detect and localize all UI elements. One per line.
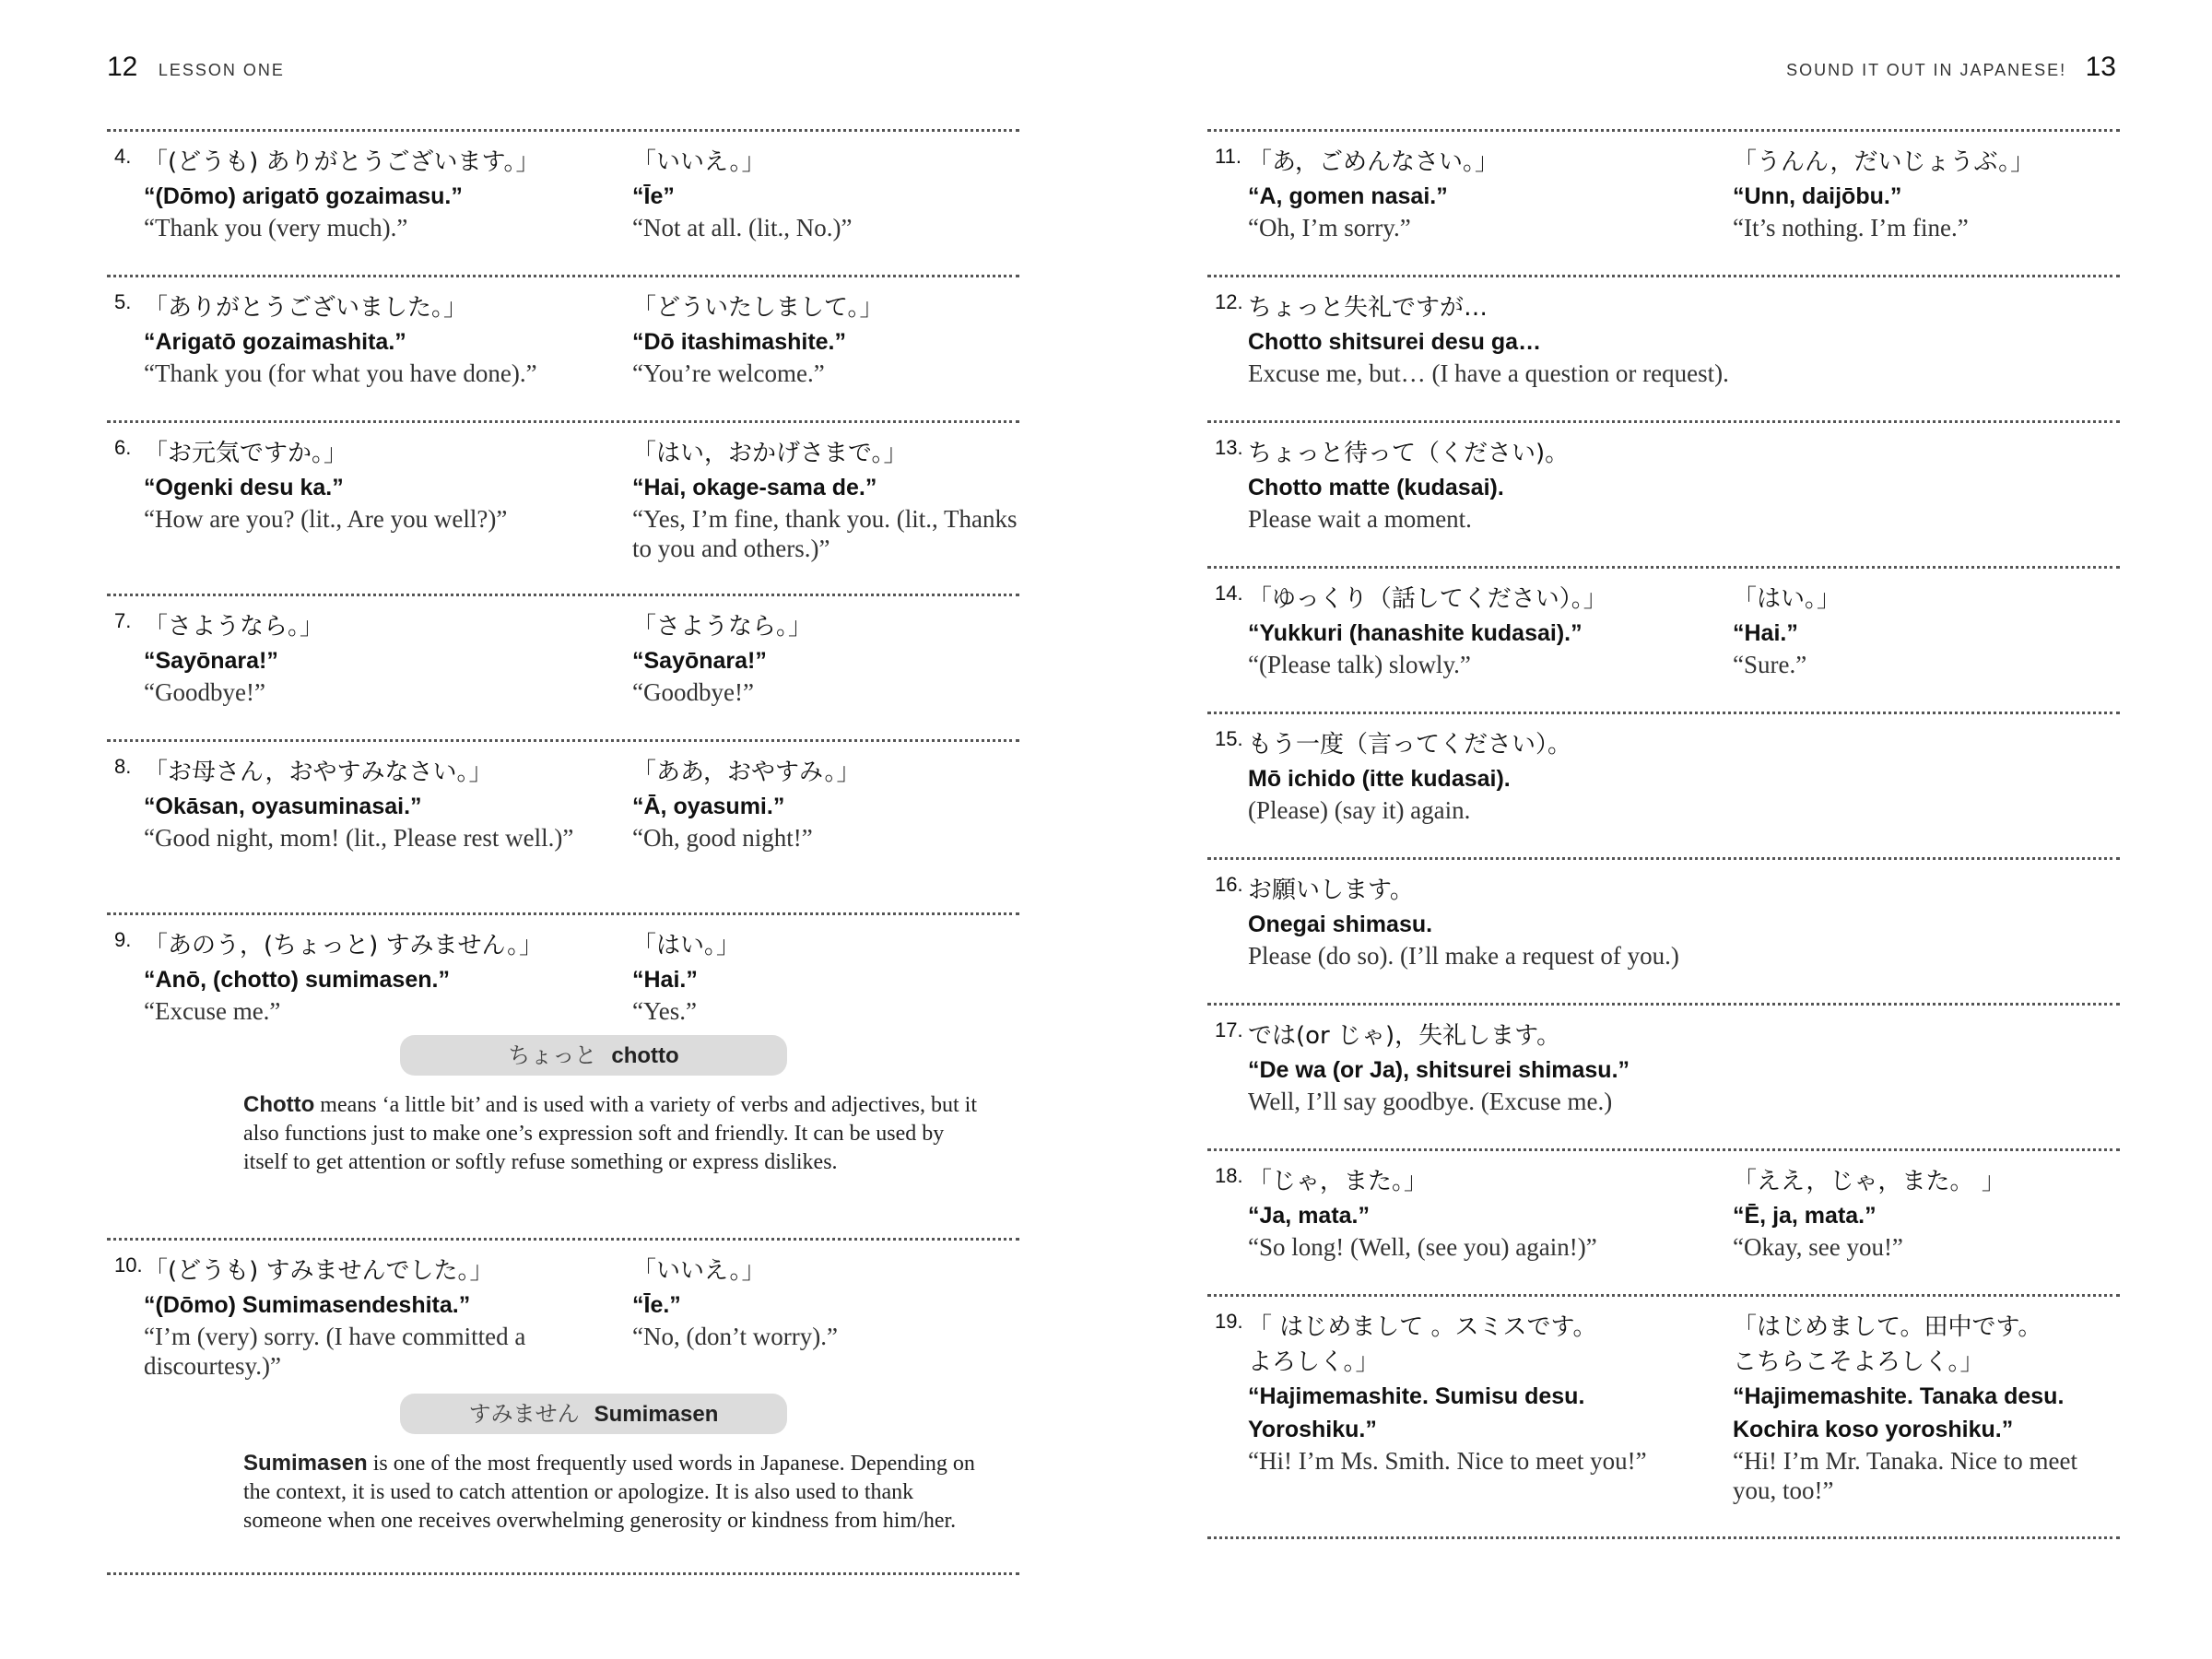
english-text: “Thank you (for what you have done).” bbox=[144, 359, 537, 387]
note-title-japanese: ちょっと bbox=[508, 1042, 597, 1068]
english-text: “Thank you (very much).” bbox=[144, 214, 408, 241]
entry-number: 10. bbox=[114, 1253, 143, 1277]
english-text: “Yes.” bbox=[632, 997, 698, 1025]
speaker-b bbox=[1733, 1310, 2120, 1505]
speaker-a bbox=[1248, 1164, 1681, 1262]
romaji-text: “Sayōnara!” bbox=[632, 648, 767, 674]
romaji-text: “Īe” bbox=[632, 183, 675, 209]
japanese-text: ちょっと失礼ですが… bbox=[1248, 294, 1488, 322]
romaji-text: Chotto shitsurei desu ga… bbox=[1248, 329, 1542, 355]
japanese-text: 「じゃ，また。」 bbox=[1248, 1168, 1429, 1195]
divider bbox=[107, 1572, 1019, 1575]
english-text: “So long! (Well, (see you) again!)” bbox=[1248, 1233, 1597, 1261]
phrase-entry-10 bbox=[107, 1241, 1019, 1572]
japanese-text: 「あのう，(ちょっと) すみません。」 bbox=[144, 932, 544, 959]
sumimasen-note-body bbox=[243, 1449, 981, 1535]
note-lead-word: Sumimasen bbox=[243, 1451, 368, 1476]
romaji-text: “A, gomen nasai.” bbox=[1248, 183, 1448, 209]
note-title-romaji: chotto bbox=[611, 1043, 679, 1068]
right-page bbox=[1207, 129, 2120, 1539]
romaji-text: “Hai.” bbox=[632, 967, 698, 993]
japanese-text: では(or じゃ)，失礼します。 bbox=[1248, 1022, 1561, 1050]
left-page-number: 12 bbox=[107, 52, 138, 82]
english-text: “It’s nothing. I’m fine.” bbox=[1733, 214, 1969, 241]
romaji-text: “Dō itashimashite.” bbox=[632, 329, 846, 355]
phrase-entry-19 bbox=[1207, 1297, 2120, 1536]
note-lead-word: Chotto bbox=[243, 1092, 315, 1117]
speaker-b bbox=[632, 436, 1019, 563]
romaji-text: “Sayōnara!” bbox=[144, 648, 278, 674]
romaji-text-line-2: Yoroshiku.” bbox=[1248, 1417, 1377, 1442]
note-title-romaji: Sumimasen bbox=[594, 1402, 719, 1427]
speaker-b bbox=[632, 928, 1019, 1026]
right-page-number: 13 bbox=[2085, 52, 2116, 82]
romaji-text: “De wa (or Ja), shitsurei shimasu.” bbox=[1248, 1057, 1630, 1083]
phrase-entry-9 bbox=[107, 915, 1019, 1238]
left-page bbox=[107, 129, 1019, 1575]
japanese-text: もう一度（言ってください）。 bbox=[1248, 731, 1572, 759]
entry-number: 18. bbox=[1215, 1164, 1243, 1187]
romaji-text: “Arigatō gozaimashita.” bbox=[144, 329, 406, 355]
sumimasen-note-title bbox=[400, 1394, 787, 1434]
phrase bbox=[1248, 873, 2077, 971]
phrase-entry-16 bbox=[1207, 860, 2120, 1003]
romaji-text: Chotto matte (kudasai). bbox=[1248, 475, 1504, 500]
english-text: Please (do so). (I’ll make a request of you.) bbox=[1248, 942, 1679, 970]
japanese-text: 「お母さん，おやすみなさい。」 bbox=[144, 759, 493, 786]
english-text: Well, I’ll say goodbye. (Excuse me.) bbox=[1248, 1088, 1613, 1115]
japanese-text: 「(どうも) ありがとうございます。」 bbox=[144, 148, 540, 176]
entry-number: 4. bbox=[114, 145, 132, 168]
note-title-japanese: すみません bbox=[468, 1401, 580, 1427]
phrase-entry-15 bbox=[1207, 714, 2120, 857]
speaker-b bbox=[632, 145, 1019, 242]
entry-number: 13. bbox=[1215, 436, 1243, 459]
speaker-b bbox=[632, 1253, 1019, 1351]
japanese-text: 「ええ，じゃ，また。 」 bbox=[1733, 1168, 2006, 1195]
japanese-text-line-2: こちらこそよろしく。」 bbox=[1733, 1348, 1984, 1376]
english-text: “Oh, good night!” bbox=[632, 824, 813, 852]
speaker-a bbox=[144, 928, 623, 1026]
english-text: “Sure.” bbox=[1733, 651, 1807, 678]
japanese-text: 「お元気ですか。」 bbox=[144, 440, 348, 467]
entry-number: 14. bbox=[1215, 582, 1243, 605]
english-text: “Okay, see you!” bbox=[1733, 1233, 1903, 1261]
speaker-a bbox=[1248, 582, 1681, 679]
speaker-a bbox=[144, 609, 623, 707]
japanese-text: 「ゆっくり（話してください）。」 bbox=[1248, 585, 1607, 613]
japanese-text: 「あ，ごめんなさい。」 bbox=[1248, 148, 1499, 176]
english-text: Please wait a moment. bbox=[1248, 505, 1472, 533]
speaker-a bbox=[144, 436, 623, 534]
phrase-entry-17 bbox=[1207, 1006, 2120, 1148]
speaker-b bbox=[1733, 582, 2120, 679]
entry-number: 12. bbox=[1215, 290, 1243, 313]
romaji-text: Onegai shimasu. bbox=[1248, 912, 1433, 937]
romaji-text: “Okāsan, oyasuminasai.” bbox=[144, 794, 422, 819]
japanese-text: 「はい，おかげさまで。」 bbox=[632, 440, 908, 467]
english-text: “Not at all. (lit., No.)” bbox=[632, 214, 853, 241]
phrase-entry-18 bbox=[1207, 1151, 2120, 1294]
japanese-text: 「うんん，だいじょうぶ。」 bbox=[1733, 148, 2035, 176]
phrase bbox=[1248, 727, 2077, 825]
japanese-text: 「 はじめまして 。スミスです。 bbox=[1248, 1313, 1597, 1341]
english-text: (Please) (say it) again. bbox=[1248, 796, 1471, 824]
entry-number: 7. bbox=[114, 609, 132, 632]
entry-number: 17. bbox=[1215, 1018, 1243, 1041]
japanese-text: 「ありがとうございました。」 bbox=[144, 294, 468, 322]
japanese-text: 「いいえ。」 bbox=[632, 1257, 766, 1285]
entry-number: 11. bbox=[1215, 145, 1241, 168]
left-page-title: LESSON ONE bbox=[158, 61, 285, 79]
speaker-b bbox=[1733, 1164, 2120, 1262]
speaker-b bbox=[1733, 145, 2120, 242]
phrase-entry-6 bbox=[107, 423, 1019, 594]
romaji-text: “Unn, daijōbu.” bbox=[1733, 183, 1902, 209]
entry-number: 5. bbox=[114, 290, 132, 313]
english-text: “Goodbye!” bbox=[144, 678, 265, 706]
speaker-a bbox=[1248, 1310, 1681, 1476]
entry-number: 9. bbox=[114, 928, 132, 951]
romaji-text: “Ogenki desu ka.” bbox=[144, 475, 344, 500]
japanese-text: 「ああ，おやすみ。」 bbox=[632, 759, 861, 786]
phrase-entry-7 bbox=[107, 596, 1019, 739]
phrase-entry-12 bbox=[1207, 277, 2120, 420]
note-text: means ‘a little bit’ and is used with a variety of verbs and adjectives, but it also functions just to make one’s expression soft and friendly. It can be used by itself to get attention or softly refuse something or express dislikes. bbox=[243, 1093, 977, 1174]
phrase-entry-14 bbox=[1207, 569, 2120, 712]
japanese-text: 「さようなら。」 bbox=[632, 613, 813, 641]
english-text: “(Please talk) slowly.” bbox=[1248, 651, 1471, 678]
speaker-a bbox=[1248, 145, 1681, 242]
english-text: “Good night, mom! (lit., Please rest well.)” bbox=[144, 824, 574, 852]
english-text: “Goodbye!” bbox=[632, 678, 754, 706]
japanese-text: 「はい。」 bbox=[632, 932, 741, 959]
chotto-note-title bbox=[400, 1035, 787, 1076]
speaker-a bbox=[144, 290, 623, 388]
speaker-a bbox=[144, 1253, 623, 1381]
romaji-text: “Hajimemashite. Tanaka desu. bbox=[1733, 1383, 2065, 1409]
romaji-text: “(Dōmo) arigatō gozaimasu.” bbox=[144, 183, 463, 209]
english-text: “You’re welcome.” bbox=[632, 359, 825, 387]
japanese-text: 「どういたしまして。」 bbox=[632, 294, 884, 322]
romaji-text: “Anō, (chotto) sumimasen.” bbox=[144, 967, 450, 993]
romaji-text: Mō ichido (itte kudasai). bbox=[1248, 766, 1511, 792]
japanese-text: 「はじめまして。田中です。 bbox=[1733, 1313, 2042, 1341]
romaji-text: “Ē, ja, mata.” bbox=[1733, 1203, 1877, 1229]
japanese-text: 「さようなら。」 bbox=[144, 613, 324, 641]
romaji-text: “Yukkuri (hanashite kudasai).” bbox=[1248, 620, 1583, 646]
entry-number: 15. bbox=[1215, 727, 1243, 750]
japanese-text: ちょっと待って（ください)。 bbox=[1248, 440, 1570, 467]
romaji-text: “Īe.” bbox=[632, 1292, 681, 1318]
romaji-text: “Hajimemashite. Sumisu desu. bbox=[1248, 1383, 1585, 1409]
note-text: is one of the most frequently used words in Japanese. Depending on the context, it is used to catch attention or apologize. It is also used to thank someone when one receives overwhelming generosity or kindness from him/her. bbox=[243, 1452, 975, 1533]
speaker-b bbox=[632, 755, 1019, 853]
entry-number: 16. bbox=[1215, 873, 1243, 896]
english-text: “Hi! I’m Mr. Tanaka. Nice to meet you, too!” bbox=[1733, 1447, 2077, 1504]
english-text: “Excuse me.” bbox=[144, 997, 281, 1025]
english-text: “How are you? (lit., Are you well?)” bbox=[144, 505, 508, 533]
right-page-header bbox=[1786, 52, 2116, 83]
phrase-entry-13 bbox=[1207, 423, 2120, 566]
phrase bbox=[1248, 290, 2077, 388]
phrase-entry-5 bbox=[107, 277, 1019, 420]
speaker-b bbox=[632, 609, 1019, 707]
english-text: Excuse me, but… (I have a question or request). bbox=[1248, 359, 1729, 387]
japanese-text: 「(どうも) すみませんでした。」 bbox=[144, 1257, 494, 1285]
english-text: “Hi! I’m Ms. Smith. Nice to meet you!” bbox=[1248, 1447, 1647, 1475]
phrase-entry-4 bbox=[107, 132, 1019, 275]
phrase bbox=[1248, 1018, 2077, 1116]
romaji-text: “Hai.” bbox=[1733, 620, 1798, 646]
japanese-text: お願いします。 bbox=[1248, 877, 1414, 904]
romaji-text-line-2: Kochira koso yoroshiku.” bbox=[1733, 1417, 2014, 1442]
speaker-a bbox=[144, 145, 623, 242]
divider bbox=[1207, 1536, 2120, 1539]
right-page-title: SOUND IT OUT IN JAPANESE! bbox=[1786, 61, 2067, 79]
japanese-text: 「はい。」 bbox=[1733, 585, 1841, 613]
entry-number: 6. bbox=[114, 436, 132, 459]
english-text: “Oh, I’m sorry.” bbox=[1248, 214, 1411, 241]
english-text: “I’m (very) sorry. (I have committed a discourtesy.)” bbox=[144, 1323, 526, 1380]
phrase-entry-8 bbox=[107, 742, 1019, 912]
romaji-text: “(Dōmo) Sumimasendeshita.” bbox=[144, 1292, 471, 1318]
phrase bbox=[1248, 436, 2077, 534]
chotto-note-body bbox=[243, 1090, 981, 1177]
entry-number: 8. bbox=[114, 755, 132, 778]
romaji-text: “Ā, oyasumi.” bbox=[632, 794, 785, 819]
english-text: “No, (don’t worry).” bbox=[632, 1323, 838, 1350]
romaji-text: “Hai, okage-sama de.” bbox=[632, 475, 877, 500]
left-page-header bbox=[107, 52, 285, 83]
speaker-a bbox=[144, 755, 623, 853]
romaji-text: “Ja, mata.” bbox=[1248, 1203, 1371, 1229]
entry-number: 19. bbox=[1215, 1310, 1243, 1333]
japanese-text: 「いいえ。」 bbox=[632, 148, 766, 176]
english-text: “Yes, I’m fine, thank you. (lit., Thanks to you and others.)” bbox=[632, 505, 1018, 562]
japanese-text-line-2: よろしく。」 bbox=[1248, 1348, 1380, 1376]
speaker-b bbox=[632, 290, 1019, 388]
phrase-entry-11 bbox=[1207, 132, 2120, 275]
